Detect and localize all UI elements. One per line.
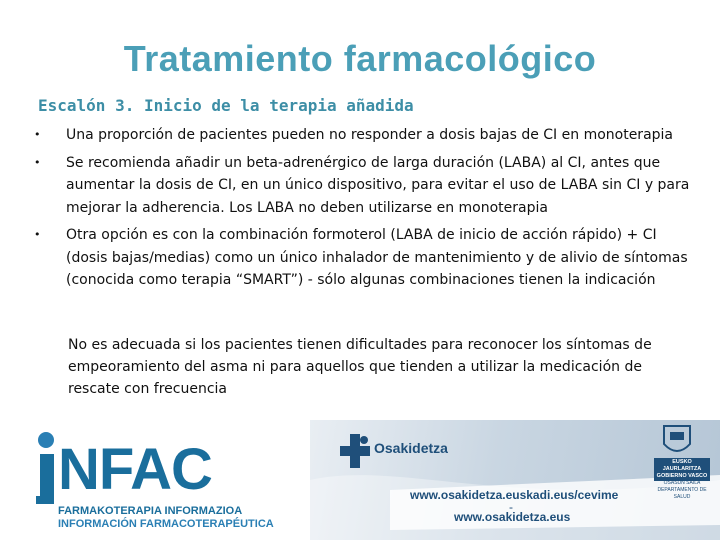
bullet-text: Otra opción es con la combinación formoterol (LABA de inicio de acción rápido) + CI (dosis bajas/medias) como un único inhalador de mantenimiento y de alivio de síntomas (conocida como terapia “SMART”) - sólo algunas combinaciones tienen la indicación [66,227,688,288]
basque-government-seal-icon [660,424,694,458]
note-paragraph: No es adecuada si los pacientes tienen dificultades para reconocer los síntomas de empeoramiento del asma ni para aquellos que tienden a utilizar la medicación de rescate con frecuencia [68,337,652,397]
gov-dept-basque: OSASUN SAILA [663,480,701,486]
gov-line-basque: EUSKO JAURLARITZA [662,459,702,472]
infac-line-spanish: INFORMACIÓN FARMACOTERAPÉUTICA [58,518,274,530]
osakidetza-cross-icon [340,434,370,468]
bullet-text: Una proporción de pacientes pueden no responder a dosis bajas de CI en monoterapia [66,127,673,143]
bullet-item [30,124,690,147]
bullet-icon: • [34,228,41,241]
slide-title: Tratamiento farmacológico [123,38,597,79]
bullet-item [30,224,690,292]
infac-logo-text: NFAC [58,437,212,502]
gov-dept-spanish: DEPARTAMENTO DE SALUD [657,487,707,500]
bullet-text: Se recomienda añadir un beta-adrenérgico de larga duración (LABA) al CI, antes que aumentar la dosis de CI, en un único dispositivo, para evitar el uso de LABA sin CI y para mejorar la adherencia. Los LABA no deben utilizarse en monoterapia [66,154,690,216]
url-separator: - [509,500,513,514]
url-osakidetza-link[interactable]: www.osakidetza.eus [454,510,571,524]
bullet-icon: • [34,155,41,169]
url-cevime-link[interactable]: www.osakidetza.euskadi.eus/cevime [410,488,619,502]
bullet-item [30,152,690,220]
bullet-list [30,124,690,297]
gov-line-spanish: GOBIERNO VASCO [656,473,708,479]
bullet-icon: • [34,128,41,141]
osakidetza-name: Osakidetza [374,440,448,456]
gov-label [654,458,710,481]
slide-subtitle: Escalón 3. Inicio de la terapia añadida [38,96,414,115]
gov-department [654,480,710,501]
infac-line-basque: FARMAKOTERAPIA INFORMAZIOA [58,505,243,517]
